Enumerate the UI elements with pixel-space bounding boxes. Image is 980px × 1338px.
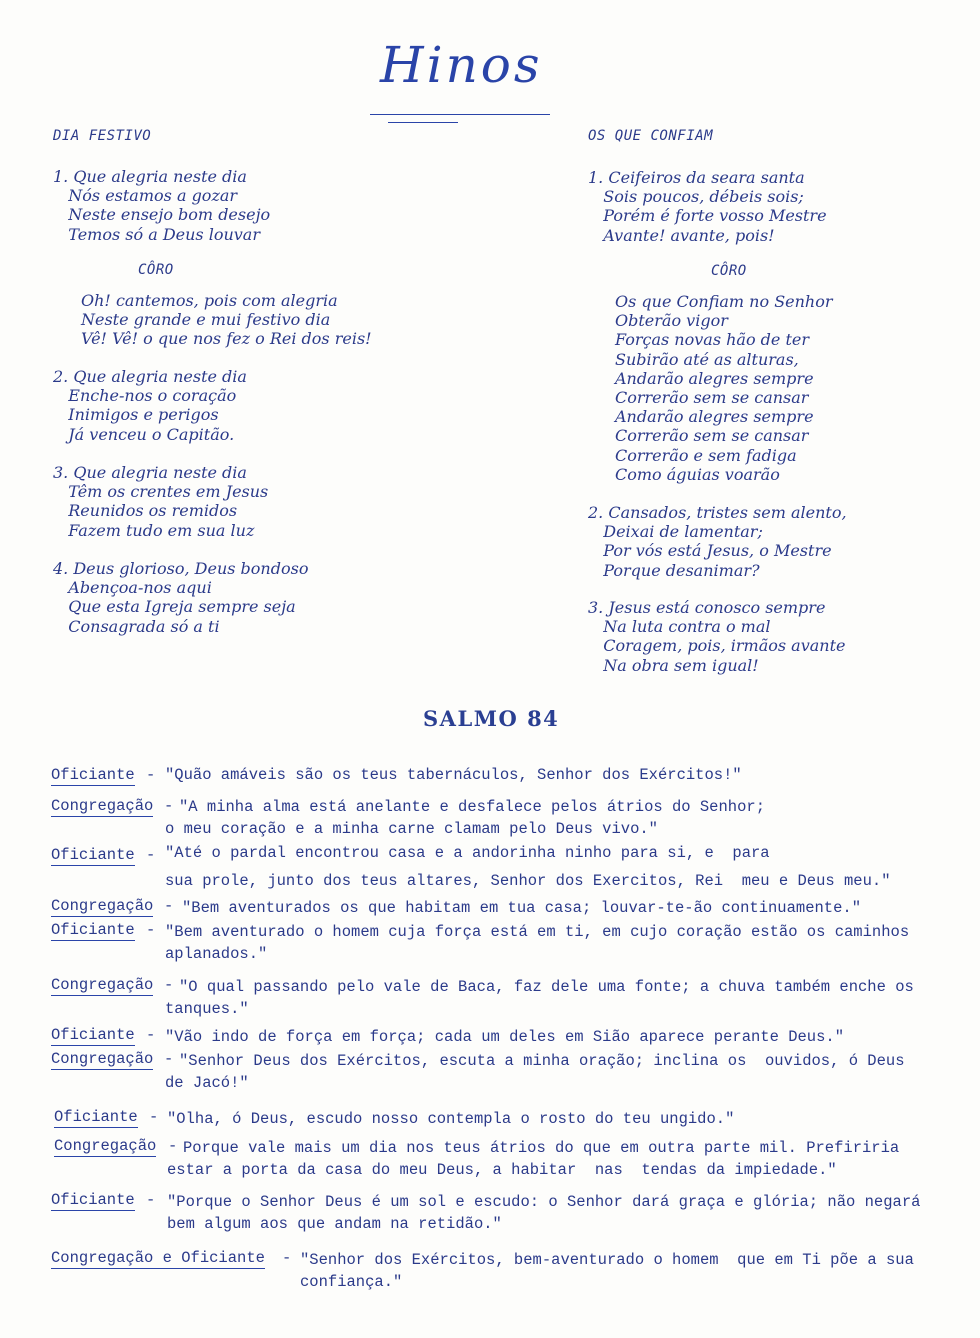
psalm-speaker: Congregação [51, 897, 154, 915]
left-hymn-verse-1: 1. Que alegria neste dia Nós estamos a gozar Neste ensejo bom desejo Temos só a Deus louvar [53, 167, 271, 244]
left-hymn-verse-2: 2. Que alegria neste dia Enche-nos o coração Inimigos e perigos Já venceu o Capitão. [53, 367, 247, 444]
psalm-text: Porque vale mais um dia nos teus átrios do que em outra parte mil. Prefiriria estar a porta da casa do meu Deus, a habitar nas tendas da impiedade." [167, 1139, 900, 1179]
left-hymn-coro: Oh! cantemos, pois com alegria Neste grande e mui festivo dia Vê! Vê! o que nos fez o Rei dos reis! [81, 291, 372, 349]
psalm-text: "Olha, ó Deus, escudo nosso contempla o rosto do teu ungido." [167, 1110, 735, 1128]
psalm-text: "Porque o Senhor Deus é um sol e escudo: o Senhor dará graça e glória; não negará bem algum aos que andam na retidão." [167, 1193, 921, 1233]
dash: - [164, 976, 174, 994]
page-title: Hinos [380, 36, 543, 94]
title-underline-2 [388, 122, 458, 123]
right-hymn-coro-label: CÔRO [711, 263, 747, 279]
psalm-text: "A minha alma está anelante e desfalece pelos átrios do Senhor; o meu coração e a minha carne clamam pelo Deus vivo." [165, 798, 765, 838]
dash: - [146, 921, 156, 939]
dash: - [146, 766, 156, 784]
psalm-speaker: Oficiante [51, 1191, 135, 1209]
psalm-speaker: Congregação e Oficiante [51, 1249, 265, 1267]
psalm-text: "Vão indo de força em força; cada um deles em Sião aparece perante Deus." [165, 1028, 845, 1046]
psalm-speaker: Congregação [54, 1137, 157, 1155]
right-hymn-heading: OS QUE CONFIAM [588, 128, 714, 144]
dash: - [146, 1026, 156, 1044]
right-hymn-verse-2: 2. Cansados, tristes sem alento, Deixai de lamentar; Por vós está Jesus, o Mestre Porque desanimar? [588, 503, 847, 580]
psalm-speaker: Oficiante [51, 766, 135, 784]
psalm-text: "Senhor Deus dos Exércitos, escuta a minha oração; inclina os ouvidos, ó Deus de Jacó!" [165, 1052, 905, 1092]
left-hymn-verse-3: 3. Que alegria neste dia Têm os crentes em Jesus Reunidos os remidos Fazem tudo em sua luz [53, 463, 269, 540]
psalm-text: "O qual passando pelo vale de Baca, faz dele uma fonte; a chuva também enche os tanques." [165, 978, 914, 1018]
left-hymn-heading: DIA FESTIVO [53, 128, 152, 144]
psalm-speaker: Congregação [51, 976, 154, 994]
dash: - [282, 1249, 292, 1267]
dash: - [146, 846, 156, 864]
psalm-speaker: Congregação [51, 797, 154, 815]
psalm-speaker: Oficiante [51, 1026, 135, 1044]
psalm-speaker: Oficiante [51, 921, 135, 939]
left-hymn-coro-label: CÔRO [138, 262, 174, 278]
psalm-speaker: Oficiante [54, 1108, 138, 1126]
dash: - [164, 797, 174, 815]
dash: - [149, 1108, 159, 1126]
dash: - [164, 897, 174, 915]
right-hymn-coro: Os que Confiam no Senhor Obterão vigor Forças novas hão de ter Subirão até as alturas, Andarão alegres sempre Correrão sem se cansar Andarão alegres sempre Correrão sem se cansar Correrão e sem fadiga Como águias voarão [615, 292, 833, 484]
psalm-title: SALMO 84 [423, 706, 560, 731]
psalm-speaker: Oficiante [51, 846, 135, 864]
right-hymn-verse-3: 3. Jesus está conosco sempre Na luta contra o mal Coragem, pois, irmãos avante Na obra sem igual! [588, 598, 846, 675]
dash: - [168, 1137, 178, 1155]
psalm-text: "Bem aventurado o homem cuja força está em ti, em cujo coração estão os caminhos aplanados." [165, 923, 910, 963]
right-hymn-verse-1: 1. Ceifeiros da seara santa Sois poucos, débeis sois; Porém é forte vosso Mestre Avante! avante, pois! [588, 168, 827, 245]
psalm-text: "Quão amáveis são os teus tabernáculos, Senhor dos Exércitos!" [165, 766, 742, 784]
psalm-speaker: Congregação [51, 1050, 154, 1068]
title-underline [370, 114, 550, 115]
dash: - [164, 1050, 174, 1068]
dash: - [146, 1191, 156, 1209]
left-hymn-verse-4: 4. Deus glorioso, Deus bondoso Abençoa-nos aqui Que esta Igreja sempre seja Consagrada só a ti [53, 559, 309, 636]
psalm-text: "Senhor dos Exércitos, bem-aventurado o homem que em Ti põe a sua confiança." [300, 1251, 914, 1291]
psalm-text: "Até o pardal encontrou casa e a andorinha ninho para si, e para sua prole, junto dos teus altares, Senhor dos Exercitos, Rei meu e Deus meu." [165, 844, 891, 890]
psalm-text: "Bem aventurados os que habitam em tua casa; louvar-te-ão continuamente." [182, 899, 862, 917]
